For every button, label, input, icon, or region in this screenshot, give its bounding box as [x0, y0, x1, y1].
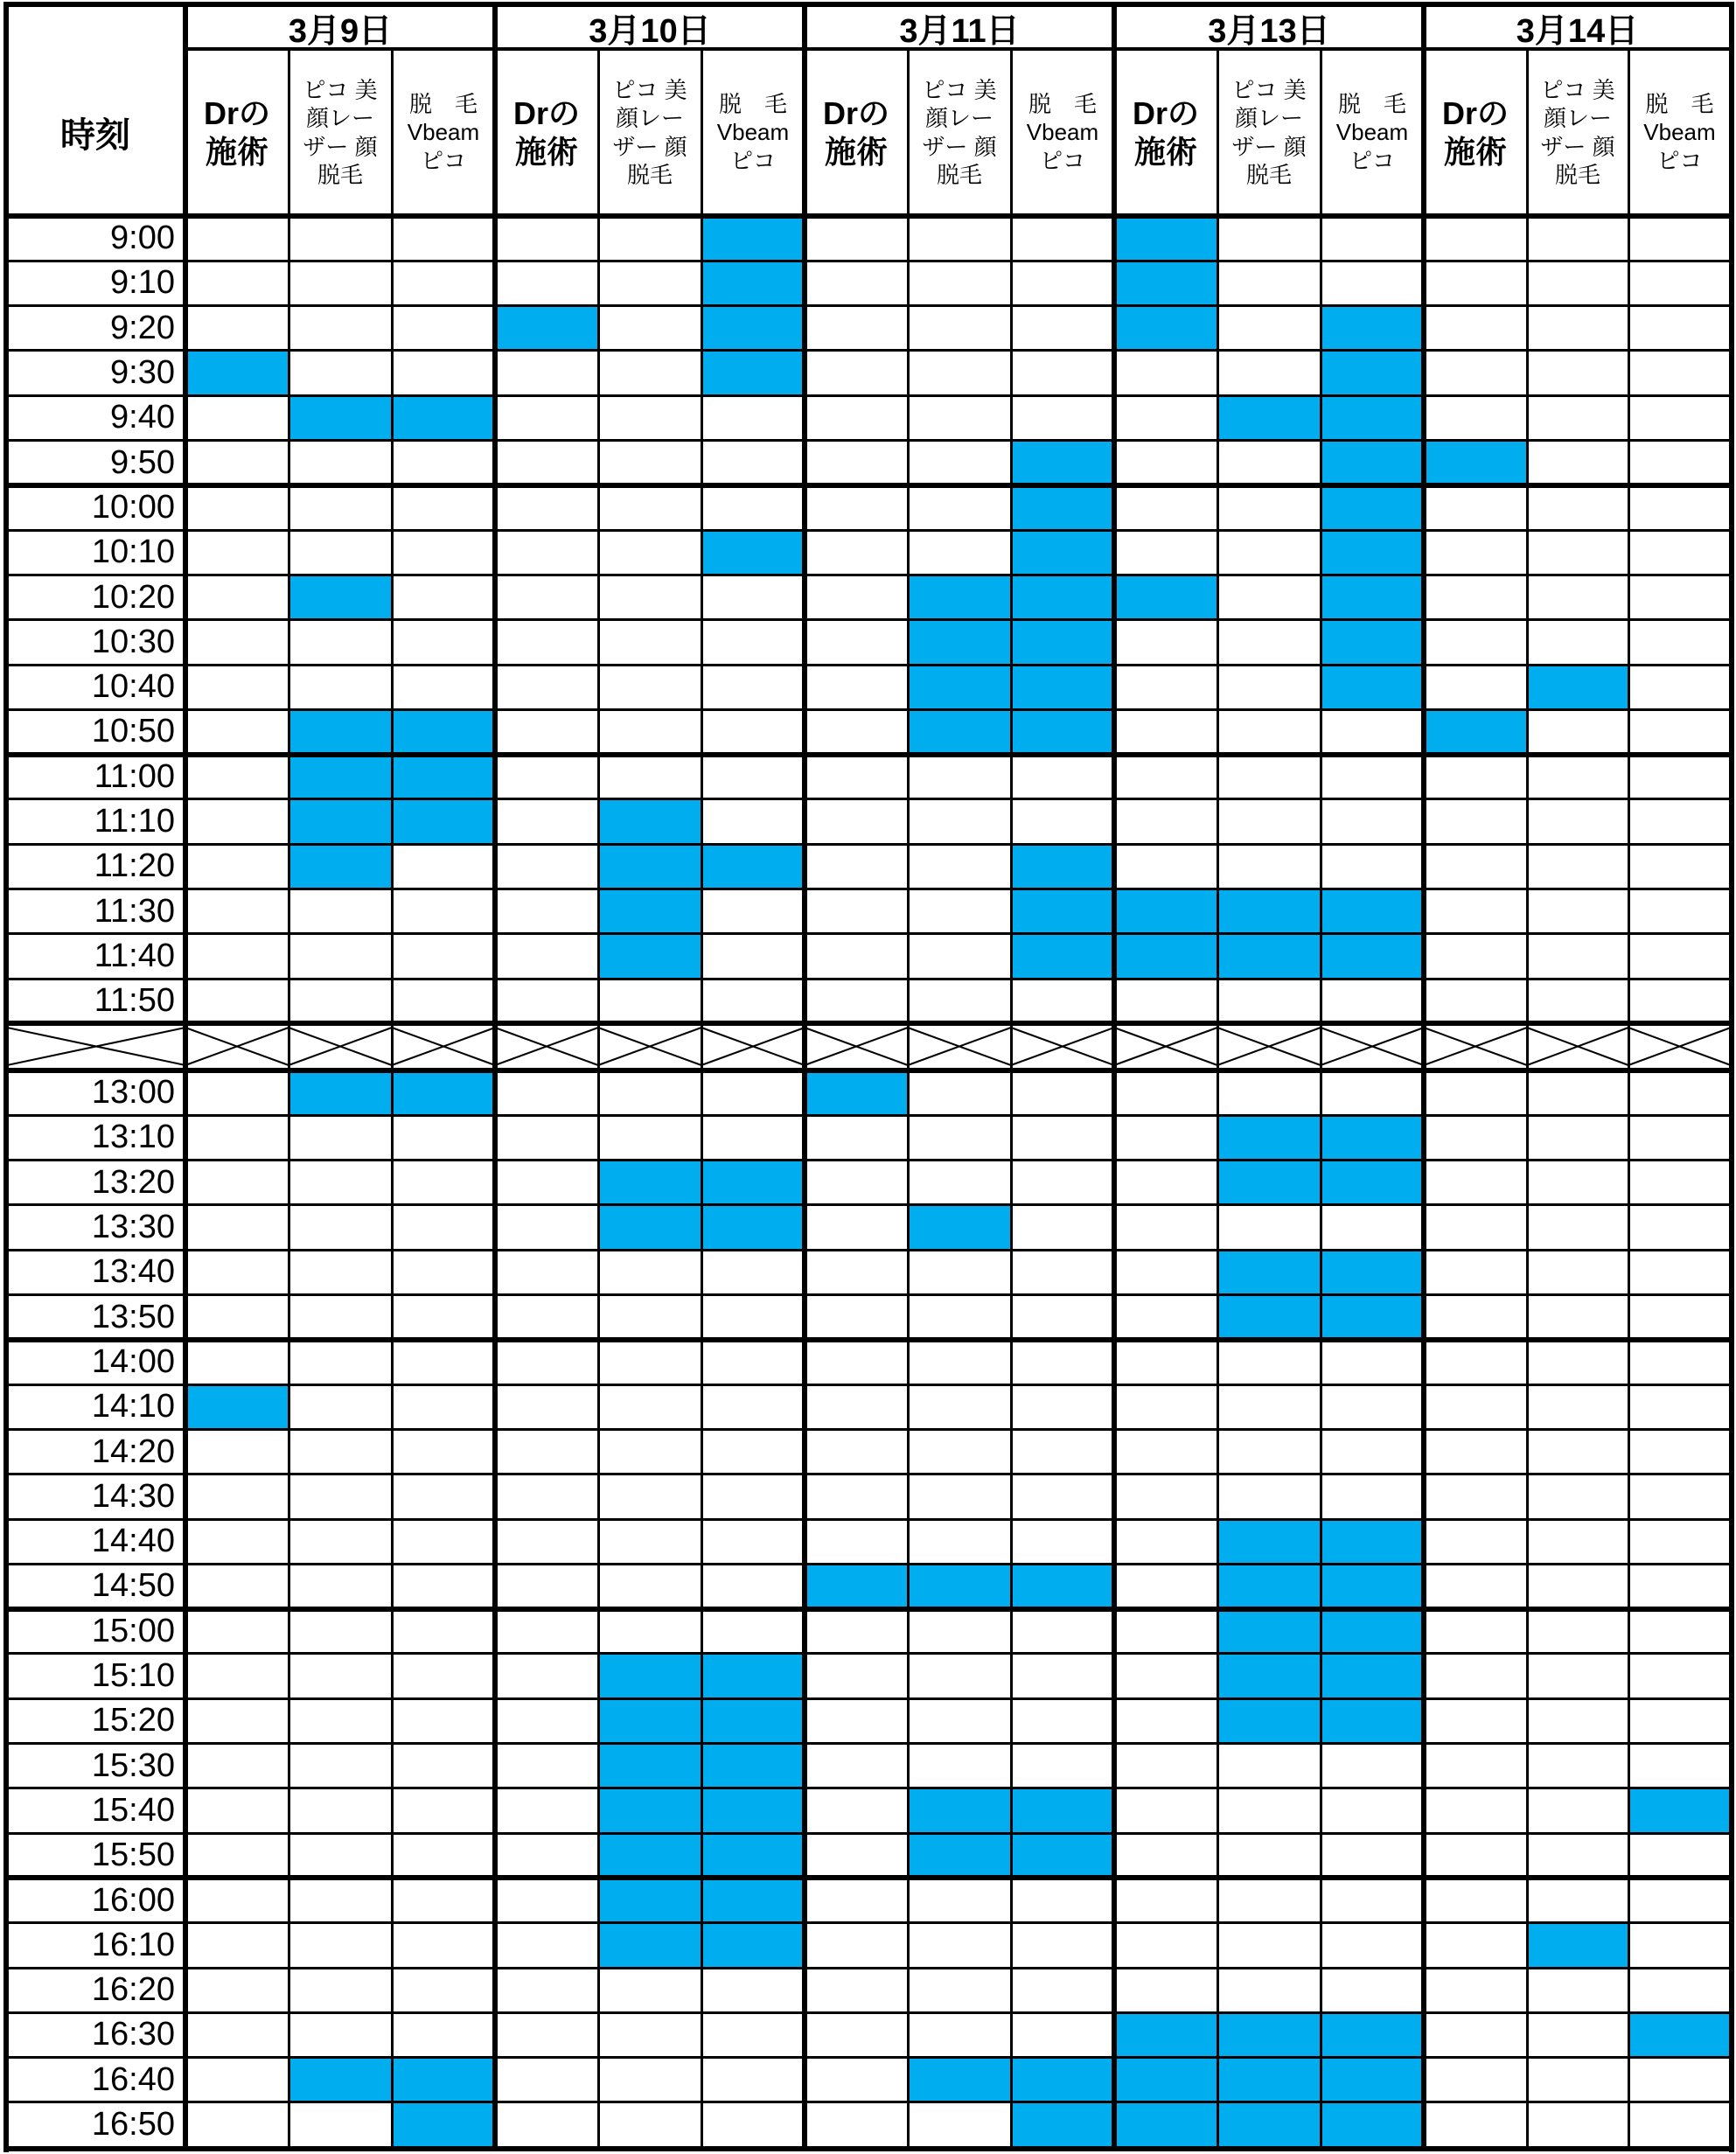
column-header-line: 脱 毛 [718, 90, 787, 117]
date-header: 3月10日 [589, 12, 711, 50]
column-header-line: Drの [1132, 95, 1199, 132]
column-header-line: 施術 [824, 133, 888, 170]
column-header-line: 脱 毛 [1645, 90, 1714, 117]
column-header-pico-facial [289, 49, 392, 216]
date-header: 3月11日 [899, 12, 1020, 50]
time-label: 16:20 [91, 1971, 175, 2009]
time-label: 14:20 [91, 1433, 175, 1470]
column-header-dr-treatment [185, 49, 289, 216]
date-header: 3月13日 [1208, 12, 1330, 50]
column-header-pico-facial [598, 49, 701, 216]
column-header-pico-facial [1527, 49, 1628, 216]
time-label: 9:10 [110, 264, 175, 302]
column-header-pico-facial [908, 49, 1011, 216]
column-header-line: 顔レー [615, 105, 684, 131]
date-header: 3月9日 [288, 12, 393, 50]
column-header-line: 脱毛 [317, 162, 363, 188]
column-header-line: 顔レー [1234, 105, 1303, 131]
time-label: 13:40 [91, 1253, 175, 1291]
column-header-dr-treatment [1424, 49, 1527, 216]
column-header-dr-treatment [805, 49, 908, 216]
column-header-line: ピコ [1039, 147, 1085, 174]
time-label: 11:20 [94, 847, 175, 885]
column-header-line: Vbeam [407, 119, 480, 146]
time-label: 10:50 [91, 713, 175, 750]
time-label: 14:50 [91, 1567, 175, 1605]
time-label: 13:10 [91, 1119, 175, 1156]
column-header-pico-facial [1217, 49, 1321, 216]
column-header-line: Drの [1441, 95, 1509, 132]
time-label: 16:30 [91, 2016, 175, 2053]
time-label: 11:10 [94, 803, 175, 840]
time-label: 9:20 [110, 309, 175, 346]
time-label: 13:00 [91, 1074, 175, 1112]
column-header-line: 脱毛 [1245, 162, 1292, 188]
column-header-line: ピコ 美 [1540, 76, 1615, 103]
time-label: 9:30 [110, 354, 175, 392]
column-header-dr-treatment [1114, 49, 1217, 216]
time-label: 11:00 [94, 757, 175, 795]
time-label: 10:30 [91, 623, 175, 660]
column-header-hair-removal-vbeam [1628, 49, 1731, 216]
column-header-line: 脱 毛 [1337, 90, 1406, 117]
column-header-line: 顔レー [1543, 105, 1612, 131]
time-label: 13:30 [91, 1209, 175, 1246]
date-header: 3月14日 [1516, 12, 1639, 50]
column-header-hair-removal-vbeam [1011, 49, 1114, 216]
column-header-line: ザー 顔 [1231, 133, 1307, 160]
column-header-line: Drの [822, 95, 889, 132]
column-header-line: 顔レー [305, 105, 374, 131]
column-header-line: ピコ 美 [612, 76, 687, 103]
time-label: 15:40 [91, 1791, 175, 1829]
column-header-line: 顔レー [924, 105, 993, 131]
time-label: 9:00 [110, 220, 175, 257]
column-header-line: Vbeam [1335, 119, 1409, 146]
time-label: 11:30 [94, 892, 175, 930]
time-label: 15:30 [91, 1746, 175, 1784]
column-header-line: ピコ [1656, 147, 1703, 174]
time-label: 10:20 [91, 578, 175, 616]
time-label: 10:10 [91, 533, 175, 571]
time-label: 9:50 [110, 443, 175, 481]
time-label: 13:20 [91, 1163, 175, 1201]
time-label: 15:20 [91, 1702, 175, 1739]
column-header-line: Drの [512, 95, 580, 132]
column-header-line: ザー 顔 [1540, 133, 1615, 160]
column-header-line: 脱毛 [626, 162, 673, 188]
column-header-hair-removal-vbeam [392, 49, 495, 216]
column-header-line: Drの [203, 95, 270, 132]
column-header-line: ピコ [1349, 147, 1395, 174]
column-header-line: ザー 顔 [922, 133, 997, 160]
column-header-line: ザー 顔 [612, 133, 687, 160]
column-header-line: 脱毛 [1554, 162, 1600, 188]
time-label: 11:50 [94, 982, 175, 1020]
column-header-line: 脱 毛 [1028, 90, 1097, 117]
time-column-header: 時刻 [60, 115, 130, 155]
column-header-line: Vbeam [716, 119, 790, 146]
column-header-line: 施術 [1443, 133, 1507, 170]
time-label: 14:10 [91, 1388, 175, 1426]
column-header-line: 施術 [1133, 133, 1197, 170]
column-header-hair-removal-vbeam [1321, 49, 1424, 216]
column-header-dr-treatment [495, 49, 598, 216]
column-header-line: 脱毛 [936, 162, 982, 188]
time-label: 13:50 [91, 1298, 175, 1335]
time-label: 16:10 [91, 1926, 175, 1963]
time-label: 15:10 [91, 1657, 175, 1695]
column-header-line: 施術 [205, 133, 268, 170]
time-label: 16:50 [91, 2106, 175, 2144]
column-header-hair-removal-vbeam [701, 49, 805, 216]
time-label: 14:30 [91, 1477, 175, 1515]
time-label: 15:00 [91, 1612, 175, 1649]
column-header-line: ピコ 美 [922, 76, 997, 103]
time-label: 15:50 [91, 1837, 175, 1874]
column-header-line: ピコ 美 [303, 76, 378, 103]
column-header-line: ピコ [729, 147, 776, 174]
time-label: 14:40 [91, 1523, 175, 1560]
column-header-line: Vbeam [1026, 119, 1099, 146]
column-header-line: ピコ 美 [1231, 76, 1307, 103]
column-header-line: ザー 顔 [303, 133, 378, 160]
column-header-line: ピコ [420, 147, 466, 174]
column-header-line: 脱 毛 [408, 90, 478, 117]
time-label: 14:00 [91, 1342, 175, 1380]
time-label: 9:40 [110, 399, 175, 436]
time-label: 10:00 [91, 488, 175, 526]
time-label: 16:40 [91, 2060, 175, 2098]
time-label: 11:40 [94, 937, 175, 974]
time-label: 10:40 [91, 668, 175, 706]
time-label: 16:00 [91, 1881, 175, 1919]
column-header-line: Vbeam [1643, 119, 1716, 146]
column-header-line: 施術 [514, 133, 578, 170]
